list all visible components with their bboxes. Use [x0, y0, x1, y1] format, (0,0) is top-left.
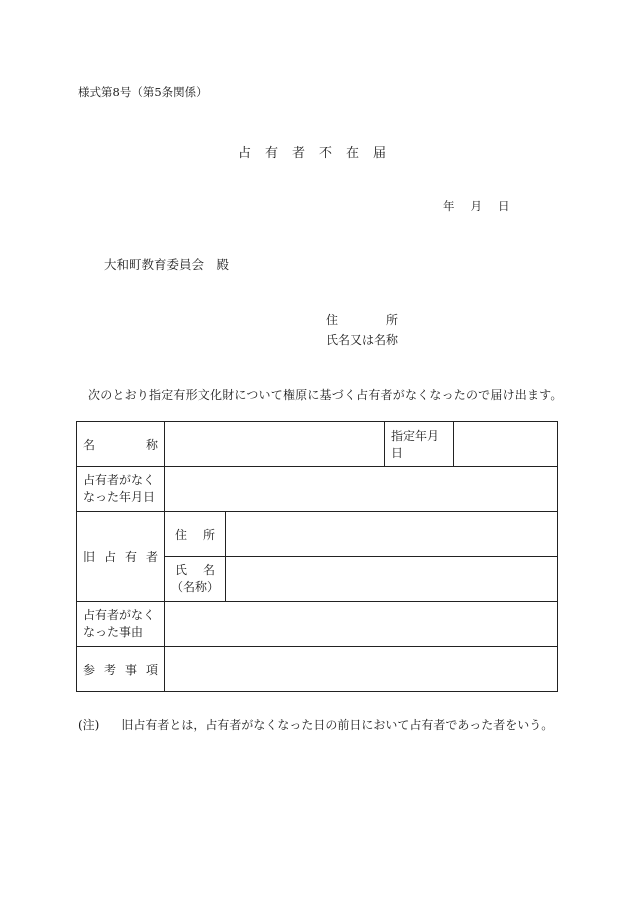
notification-table: [76, 421, 558, 692]
absence-date-value-cell[interactable]: [165, 467, 558, 512]
former-occupant-char-1: 旧: [83, 550, 96, 564]
absence-date-label: [77, 467, 165, 512]
former-occupant-char-2: 占: [103, 550, 116, 564]
designation-date-label: 指定年月日: [385, 422, 454, 467]
name-label-char-2: 称: [145, 437, 158, 452]
statement-text: 次のとおり指定有形文化財について権原に基づく占有者がなくなったので届け出ます。: [88, 388, 563, 402]
former-occupant-char-4: 者: [145, 550, 158, 564]
reason-label-line-1: 占有者がなく: [83, 608, 156, 622]
reason-label-line-2: なった事由: [83, 625, 144, 639]
former-address-value-cell[interactable]: [226, 512, 558, 557]
reason-value-cell[interactable]: [165, 602, 558, 647]
former-address-label: [165, 512, 226, 557]
table-row-reason: [77, 602, 558, 647]
absence-date-label-line-1: 占有者がなく: [83, 473, 156, 487]
table-row-name: [77, 422, 558, 467]
footnote-tag: (注): [78, 718, 100, 732]
date-month-label: 月: [470, 199, 482, 213]
absence-date-label-line-2: なった年月日: [83, 490, 156, 504]
former-name-char-2: 名: [202, 563, 215, 577]
remarks-char-2: 考: [103, 662, 116, 677]
designation-date-value-cell[interactable]: [454, 422, 558, 467]
date-line: [443, 198, 510, 214]
table-row-remarks: [77, 647, 558, 692]
remarks-label: [77, 647, 165, 692]
remarks-char-1: 参: [83, 662, 96, 677]
reason-label: [77, 602, 165, 647]
addressee: 大和町教育委員会 殿: [104, 257, 230, 272]
applicant-address-char-2: 所: [385, 313, 398, 327]
name-label-char-1: 名: [83, 437, 96, 452]
footnote-text: 旧占有者とは，占有者がなくなった日の前日において占有者であった者をいう。: [121, 718, 554, 732]
date-day-label: 日: [498, 199, 510, 213]
former-occupant-label: [77, 512, 165, 602]
former-name-char-1: 氏: [175, 563, 188, 577]
table-row-former-address: [77, 512, 558, 557]
date-year-label: 年: [443, 199, 455, 213]
remarks-char-4: 項: [145, 662, 158, 677]
remarks-value-cell[interactable]: [165, 647, 558, 692]
former-name-sublabel: （名称）: [171, 580, 220, 594]
applicant-name-label: 氏名又は名称: [326, 333, 399, 347]
former-occupant-char-3: 有: [124, 550, 137, 564]
former-name-label: [165, 557, 226, 602]
footnote: [78, 716, 553, 733]
table-row-absence-date: [77, 467, 558, 512]
document-title: 占有者不在届: [238, 146, 401, 161]
applicant-address-char-1: 住: [326, 313, 339, 327]
former-address-char-2: 所: [202, 527, 215, 542]
remarks-char-3: 事: [124, 662, 137, 677]
former-name-value-cell[interactable]: [226, 557, 558, 602]
applicant-address-label: [326, 311, 398, 328]
form-number: 様式第8号（第5条関係）: [78, 85, 208, 99]
former-address-char-1: 住: [175, 527, 188, 542]
name-label-cell: [77, 422, 165, 467]
name-value-cell[interactable]: [165, 422, 385, 467]
